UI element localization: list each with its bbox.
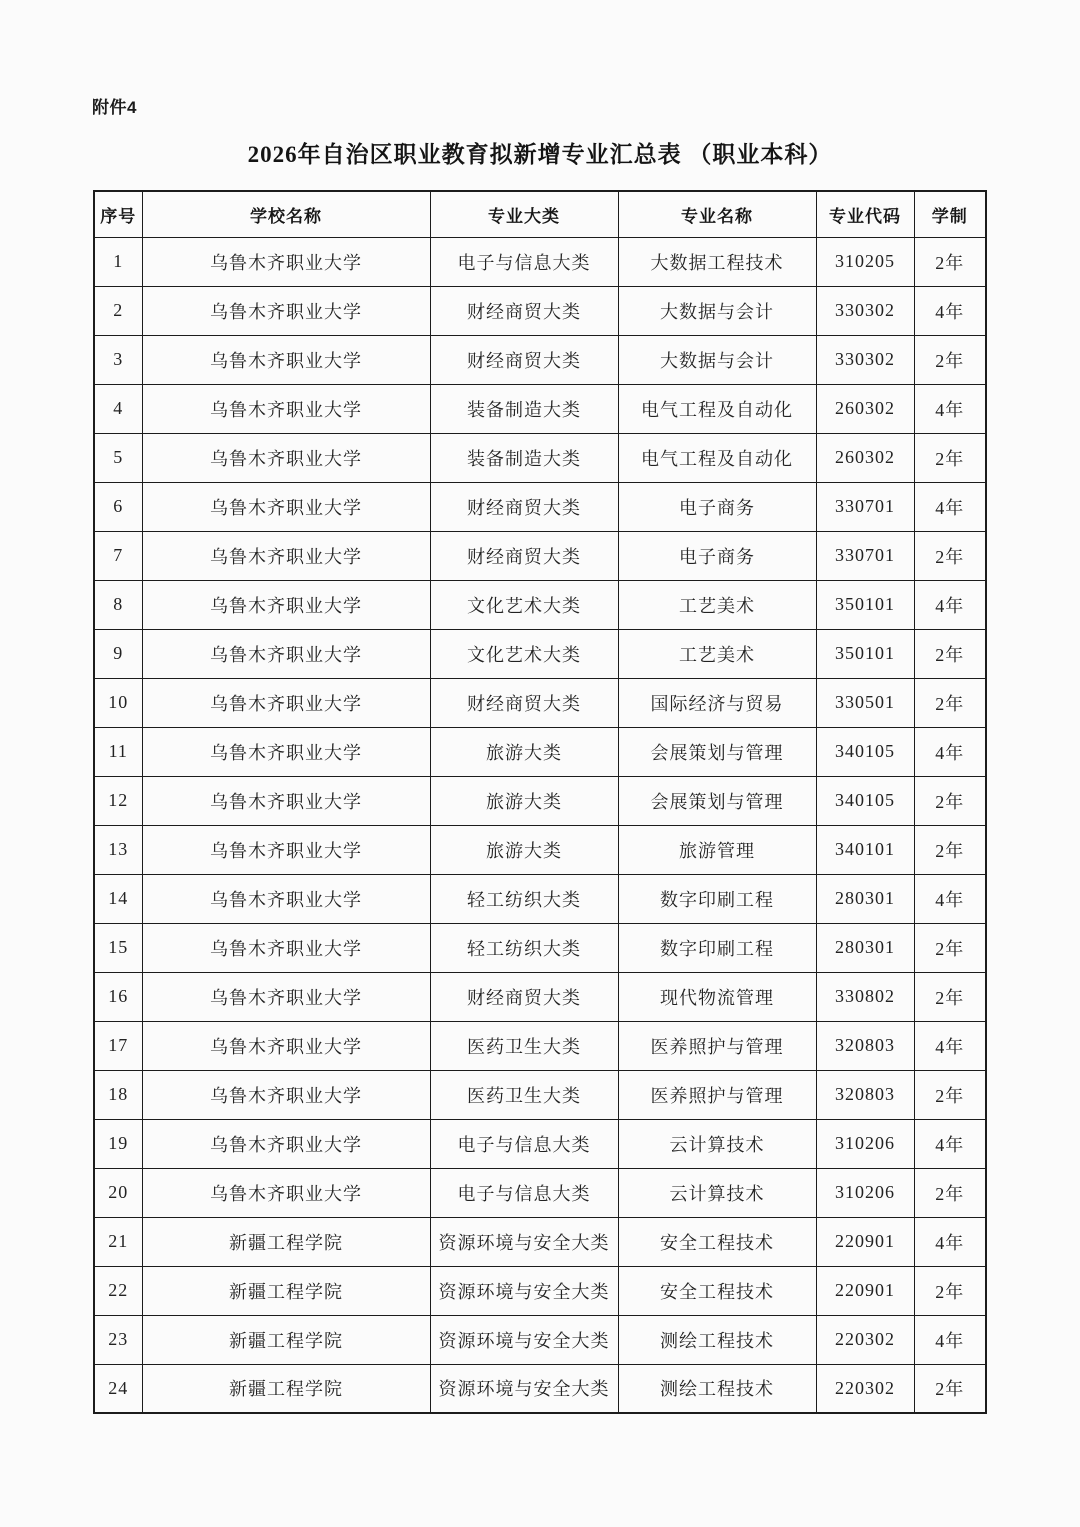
table-cell: 乌鲁木齐职业大学: [142, 335, 430, 384]
table-cell: 340101: [816, 825, 914, 874]
table-cell: 18: [94, 1070, 142, 1119]
table-cell: 4年: [914, 580, 986, 629]
table-row: [94, 335, 986, 384]
column-header-4: 专业代码: [816, 191, 914, 237]
table-cell: 7: [94, 531, 142, 580]
table-cell: 4年: [914, 874, 986, 923]
table-cell: 乌鲁木齐职业大学: [142, 629, 430, 678]
table-cell: 电子与信息大类: [430, 1119, 618, 1168]
table-cell: 会展策划与管理: [618, 776, 816, 825]
table-cell: 轻工纺织大类: [430, 923, 618, 972]
table-cell: 4年: [914, 727, 986, 776]
table-row: [94, 923, 986, 972]
column-header-3: 专业名称: [618, 191, 816, 237]
table-cell: 4年: [914, 1217, 986, 1266]
table-cell: 乌鲁木齐职业大学: [142, 874, 430, 923]
table-cell: 4年: [914, 1315, 986, 1364]
table-row: [94, 678, 986, 727]
page-title: 2026年自治区职业教育拟新增专业汇总表 （职业本科）: [247, 142, 833, 167]
table-cell: 350101: [816, 580, 914, 629]
table-cell: 乌鲁木齐职业大学: [142, 1021, 430, 1070]
table-cell: 乌鲁木齐职业大学: [142, 482, 430, 531]
table-cell: 财经商贸大类: [430, 482, 618, 531]
table-cell: 医药卫生大类: [430, 1070, 618, 1119]
table-cell: 医药卫生大类: [430, 1021, 618, 1070]
table-cell: 23: [94, 1315, 142, 1364]
table-cell: 乌鲁木齐职业大学: [142, 1070, 430, 1119]
table-cell: 260302: [816, 384, 914, 433]
table-cell: 330501: [816, 678, 914, 727]
table-cell: 19: [94, 1119, 142, 1168]
table-cell: 5: [94, 433, 142, 482]
table-cell: 新疆工程学院: [142, 1266, 430, 1315]
table-cell: 电气工程及自动化: [618, 433, 816, 482]
table-cell: 330701: [816, 531, 914, 580]
table-cell: 大数据工程技术: [618, 237, 816, 286]
header-row: [94, 191, 986, 237]
table-cell: 20: [94, 1168, 142, 1217]
table-cell: 文化艺术大类: [430, 629, 618, 678]
table-cell: 3: [94, 335, 142, 384]
table-cell: 220901: [816, 1217, 914, 1266]
table-cell: 4年: [914, 1119, 986, 1168]
table-cell: 电子商务: [618, 482, 816, 531]
table-cell: 乌鲁木齐职业大学: [142, 1119, 430, 1168]
column-header-1: 学校名称: [142, 191, 430, 237]
table-cell: 乌鲁木齐职业大学: [142, 678, 430, 727]
table-cell: 4年: [914, 1021, 986, 1070]
table-cell: 医养照护与管理: [618, 1021, 816, 1070]
table-cell: 15: [94, 923, 142, 972]
table-cell: 350101: [816, 629, 914, 678]
table-cell: 轻工纺织大类: [430, 874, 618, 923]
table-cell: 2: [94, 286, 142, 335]
table-cell: 乌鲁木齐职业大学: [142, 1168, 430, 1217]
table-row: [94, 1217, 986, 1266]
table-cell: 会展策划与管理: [618, 727, 816, 776]
table-cell: 2年: [914, 776, 986, 825]
table-row: [94, 531, 986, 580]
table-cell: 安全工程技术: [618, 1266, 816, 1315]
table-cell: 数字印刷工程: [618, 874, 816, 923]
table-cell: 22: [94, 1266, 142, 1315]
column-header-2: 专业大类: [430, 191, 618, 237]
table-row: [94, 433, 986, 482]
table-cell: 旅游大类: [430, 776, 618, 825]
table-cell: 新疆工程学院: [142, 1217, 430, 1266]
table-cell: 2年: [914, 1168, 986, 1217]
table-cell: 乌鲁木齐职业大学: [142, 580, 430, 629]
table-row: [94, 1266, 986, 1315]
table-cell: 9: [94, 629, 142, 678]
table-cell: 2年: [914, 923, 986, 972]
table-cell: 2年: [914, 678, 986, 727]
table-row: [94, 1364, 986, 1413]
table-cell: 测绘工程技术: [618, 1364, 816, 1413]
table-row: [94, 1119, 986, 1168]
table-cell: 320803: [816, 1070, 914, 1119]
table-cell: 310206: [816, 1168, 914, 1217]
table-cell: 现代物流管理: [618, 972, 816, 1021]
table-cell: 乌鲁木齐职业大学: [142, 825, 430, 874]
table-cell: 2年: [914, 433, 986, 482]
table-row: [94, 1168, 986, 1217]
table-cell: 旅游大类: [430, 727, 618, 776]
table-cell: 14: [94, 874, 142, 923]
table-cell: 装备制造大类: [430, 433, 618, 482]
table-row: [94, 580, 986, 629]
table-cell: 4年: [914, 384, 986, 433]
table-cell: 310205: [816, 237, 914, 286]
table-row: [94, 237, 986, 286]
table-cell: 2年: [914, 972, 986, 1021]
table-row: [94, 874, 986, 923]
table-cell: 220901: [816, 1266, 914, 1315]
table-cell: 乌鲁木齐职业大学: [142, 384, 430, 433]
table-cell: 330302: [816, 286, 914, 335]
table-cell: 电子商务: [618, 531, 816, 580]
table-cell: 21: [94, 1217, 142, 1266]
table-cell: 340105: [816, 727, 914, 776]
table-cell: 测绘工程技术: [618, 1315, 816, 1364]
table-cell: 数字印刷工程: [618, 923, 816, 972]
table-cell: 13: [94, 825, 142, 874]
table-cell: 17: [94, 1021, 142, 1070]
table-row: [94, 384, 986, 433]
table-cell: 资源环境与安全大类: [430, 1315, 618, 1364]
table-cell: 2年: [914, 335, 986, 384]
table-row: [94, 629, 986, 678]
table-cell: 320803: [816, 1021, 914, 1070]
table-cell: 2年: [914, 237, 986, 286]
table-cell: 旅游管理: [618, 825, 816, 874]
table-cell: 330802: [816, 972, 914, 1021]
table-cell: 工艺美术: [618, 629, 816, 678]
table-cell: 2年: [914, 1266, 986, 1315]
table-body: [94, 237, 986, 1413]
table-cell: 330302: [816, 335, 914, 384]
table-cell: 11: [94, 727, 142, 776]
table-cell: 220302: [816, 1315, 914, 1364]
table-cell: 6: [94, 482, 142, 531]
table-cell: 2年: [914, 825, 986, 874]
table-cell: 乌鲁木齐职业大学: [142, 776, 430, 825]
table-cell: 330701: [816, 482, 914, 531]
table-cell: 资源环境与安全大类: [430, 1364, 618, 1413]
table-cell: 310206: [816, 1119, 914, 1168]
table-row: [94, 825, 986, 874]
table-cell: 乌鲁木齐职业大学: [142, 972, 430, 1021]
table-cell: 280301: [816, 874, 914, 923]
table-cell: 乌鲁木齐职业大学: [142, 531, 430, 580]
table-header: [94, 191, 986, 237]
table-cell: 2年: [914, 531, 986, 580]
table-cell: 大数据与会计: [618, 335, 816, 384]
table-cell: 新疆工程学院: [142, 1315, 430, 1364]
table-cell: 260302: [816, 433, 914, 482]
table-cell: 新疆工程学院: [142, 1364, 430, 1413]
table-cell: 16: [94, 972, 142, 1021]
table-cell: 2年: [914, 629, 986, 678]
column-header-5: 学制: [914, 191, 986, 237]
table-cell: 财经商贸大类: [430, 531, 618, 580]
table-cell: 医养照护与管理: [618, 1070, 816, 1119]
table-cell: 10: [94, 678, 142, 727]
table-cell: 8: [94, 580, 142, 629]
table-cell: 大数据与会计: [618, 286, 816, 335]
table-row: [94, 972, 986, 1021]
table-cell: 电子与信息大类: [430, 237, 618, 286]
table-cell: 电子与信息大类: [430, 1168, 618, 1217]
table-row: [94, 776, 986, 825]
table-row: [94, 482, 986, 531]
table-cell: 国际经济与贸易: [618, 678, 816, 727]
table-cell: 财经商贸大类: [430, 678, 618, 727]
table-cell: 装备制造大类: [430, 384, 618, 433]
table-row: [94, 727, 986, 776]
table-cell: 资源环境与安全大类: [430, 1217, 618, 1266]
table-cell: 工艺美术: [618, 580, 816, 629]
table-cell: 乌鲁木齐职业大学: [142, 237, 430, 286]
table-cell: 云计算技术: [618, 1119, 816, 1168]
table-cell: 280301: [816, 923, 914, 972]
column-header-0: 序号: [94, 191, 142, 237]
table-cell: 220302: [816, 1364, 914, 1413]
table-cell: 1: [94, 237, 142, 286]
table-cell: 财经商贸大类: [430, 335, 618, 384]
table-cell: 24: [94, 1364, 142, 1413]
table-row: [94, 1315, 986, 1364]
table-cell: 财经商贸大类: [430, 286, 618, 335]
table-cell: 电气工程及自动化: [618, 384, 816, 433]
table-cell: 乌鲁木齐职业大学: [142, 286, 430, 335]
table-row: [94, 1021, 986, 1070]
attachment-label: 附件4: [92, 98, 137, 117]
table-cell: 乌鲁木齐职业大学: [142, 433, 430, 482]
table-cell: 资源环境与安全大类: [430, 1266, 618, 1315]
table-cell: 财经商贸大类: [430, 972, 618, 1021]
table-cell: 云计算技术: [618, 1168, 816, 1217]
table-cell: 4: [94, 384, 142, 433]
table-cell: 4年: [914, 286, 986, 335]
table-cell: 文化艺术大类: [430, 580, 618, 629]
table-row: [94, 1070, 986, 1119]
table-cell: 2年: [914, 1070, 986, 1119]
table-cell: 安全工程技术: [618, 1217, 816, 1266]
majors-summary-table: [93, 190, 987, 1414]
table-cell: 旅游大类: [430, 825, 618, 874]
table-cell: 12: [94, 776, 142, 825]
table-cell: 2年: [914, 1364, 986, 1413]
table-row: [94, 286, 986, 335]
table-cell: 乌鲁木齐职业大学: [142, 727, 430, 776]
table-cell: 乌鲁木齐职业大学: [142, 923, 430, 972]
table-cell: 340105: [816, 776, 914, 825]
table-cell: 4年: [914, 482, 986, 531]
